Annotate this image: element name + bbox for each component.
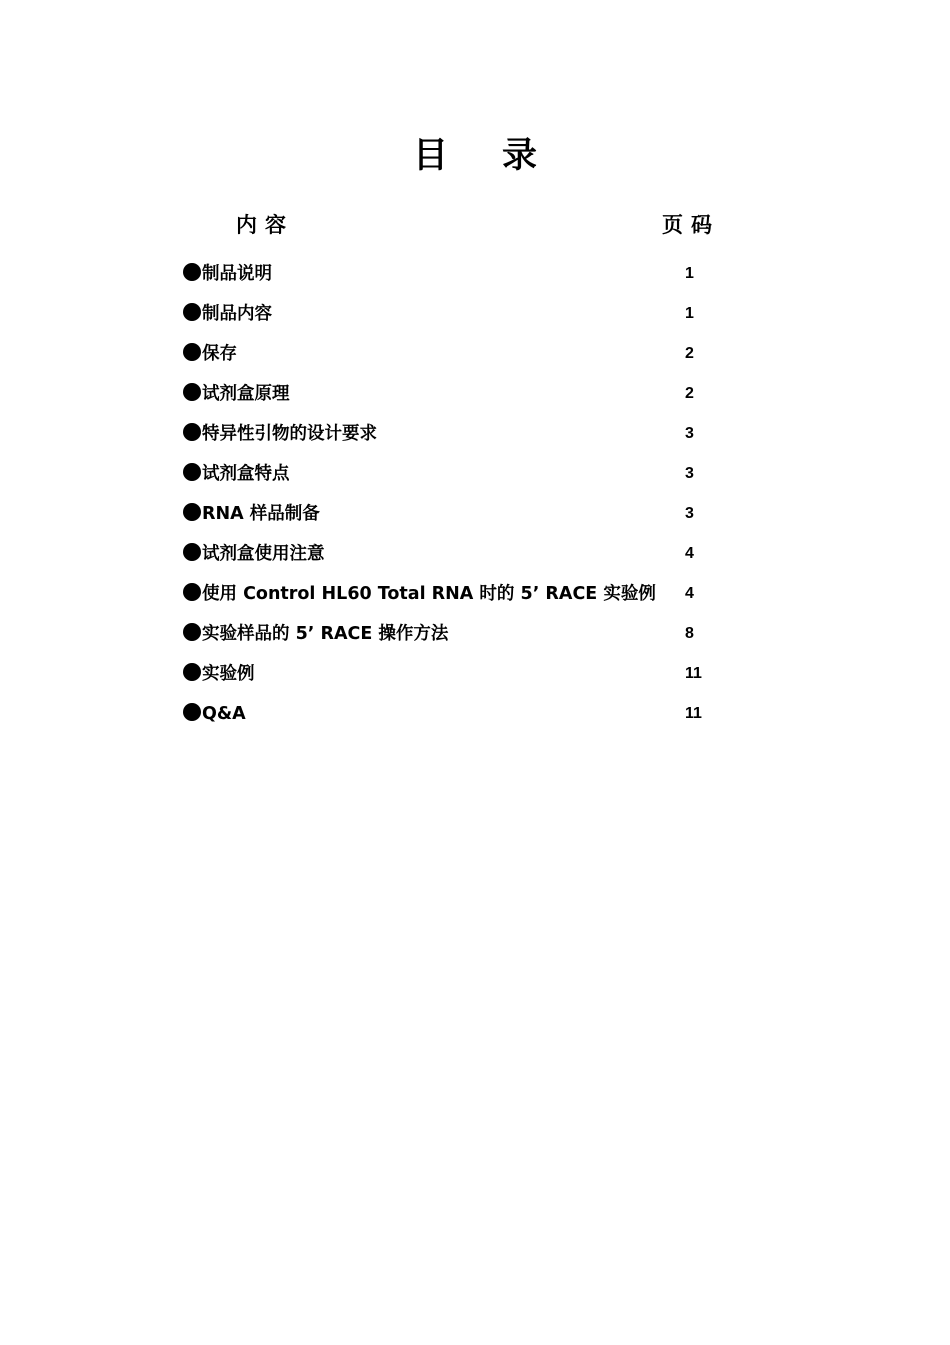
- toc-entry-page: 4: [685, 585, 694, 602]
- toc-entry-label: 试剂盒特点: [202, 464, 290, 484]
- toc-entry[interactable]: [183, 661, 723, 701]
- bullet-icon: [183, 663, 201, 681]
- toc-entry-label: 制品说明: [202, 264, 272, 284]
- toc-entry[interactable]: [183, 301, 723, 341]
- toc-entry-label: 保存: [202, 344, 237, 364]
- toc-entry-page: 2: [685, 345, 694, 362]
- toc-entry[interactable]: [183, 461, 723, 501]
- toc-entry-label: 特异性引物的设计要求: [202, 424, 377, 444]
- bullet-icon: [183, 423, 201, 441]
- toc-entry-label: 实验样品的 5’ RACE 操作方法: [202, 624, 449, 644]
- toc-entry[interactable]: [183, 341, 723, 381]
- toc-entry[interactable]: [183, 501, 723, 541]
- bullet-icon: [183, 583, 201, 601]
- bullet-icon: [183, 343, 201, 361]
- bullet-icon: [183, 383, 201, 401]
- bullet-icon: [183, 503, 201, 521]
- toc-entry-label: RNA 样品制备: [202, 504, 320, 524]
- toc-entry-page: 1: [685, 265, 694, 282]
- toc-entry-page: 1: [685, 305, 694, 322]
- toc-entry-page: 3: [685, 465, 694, 482]
- toc-entry[interactable]: [183, 261, 723, 301]
- toc-entry-label: Q&A: [202, 704, 246, 724]
- toc-entry[interactable]: [183, 701, 723, 741]
- toc-entry[interactable]: [183, 381, 723, 421]
- bullet-icon: [183, 303, 201, 321]
- bullet-icon: [183, 623, 201, 641]
- toc-entry-page: 4: [685, 545, 694, 562]
- page-title: 目录: [412, 136, 591, 176]
- toc-entry[interactable]: [183, 581, 723, 621]
- toc-entry-page: 8: [685, 625, 694, 642]
- toc-entry[interactable]: [183, 421, 723, 461]
- bullet-icon: [183, 463, 201, 481]
- toc-entry-label: 试剂盒使用注意: [202, 544, 325, 564]
- toc-entry-label: 实验例: [202, 664, 255, 684]
- toc-entry-label: 使用 Control HL60 Total RNA 时的 5’ RACE 实验例: [202, 584, 656, 604]
- toc-entry-page: 11: [685, 665, 702, 682]
- bullet-icon: [183, 543, 201, 561]
- toc-entry-page: 3: [685, 425, 694, 442]
- bullet-icon: [183, 703, 201, 721]
- bullet-icon: [183, 263, 201, 281]
- table-of-contents: [183, 261, 723, 741]
- column-header-page: 页码: [662, 213, 720, 237]
- toc-entry-page: 3: [685, 505, 694, 522]
- column-header-content: 内容: [236, 213, 294, 237]
- toc-entry-label: 制品内容: [202, 304, 272, 324]
- toc-entry[interactable]: [183, 541, 723, 581]
- toc-entry-page: 11: [685, 705, 702, 722]
- toc-entry-page: 2: [685, 385, 694, 402]
- toc-entry[interactable]: [183, 621, 723, 661]
- toc-entry-label: 试剂盒原理: [202, 384, 290, 404]
